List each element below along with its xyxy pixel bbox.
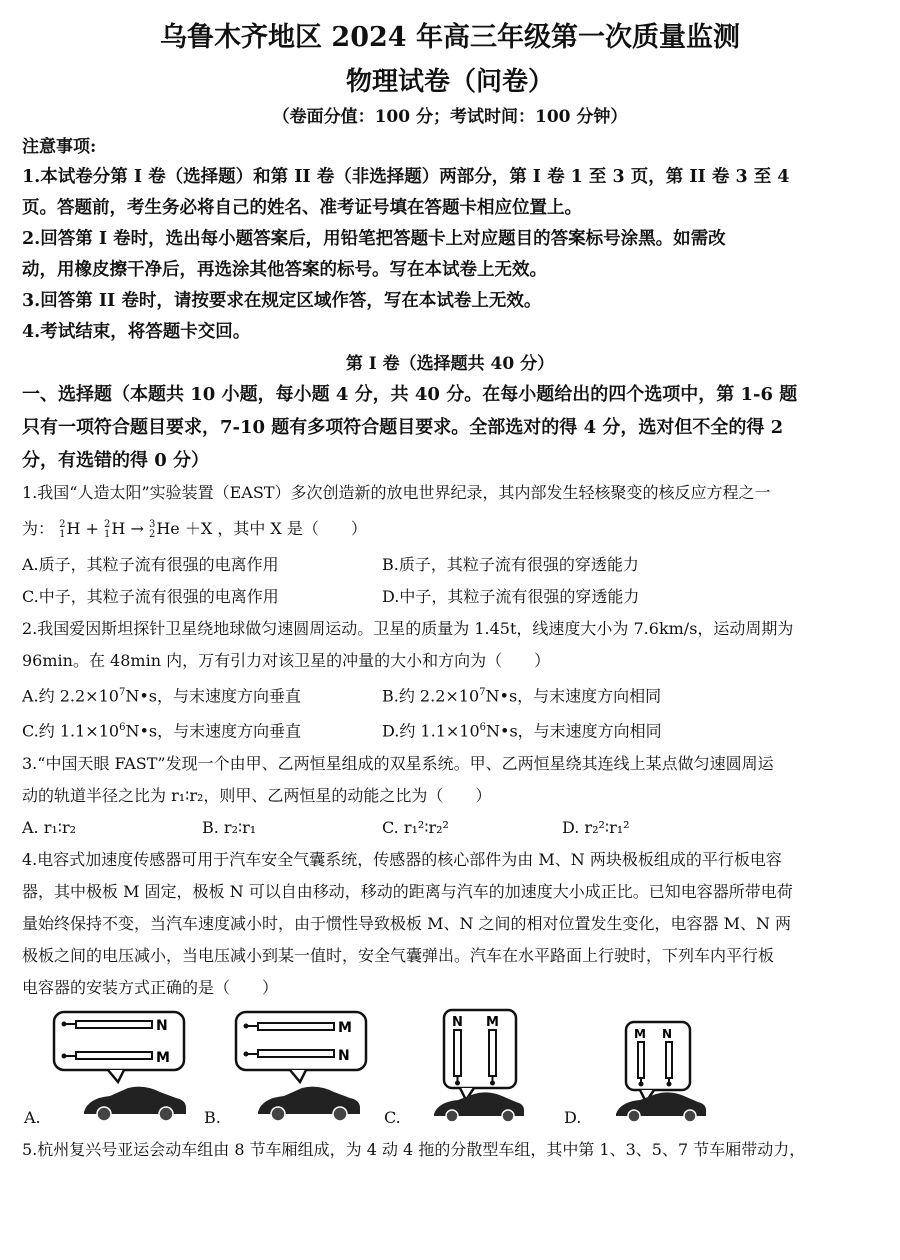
q1-option-c[interactable]: C.中子，其粒子流有很强的电离作用 xyxy=(22,587,279,606)
q4-figure-a xyxy=(48,1008,198,1128)
q4-figure-d xyxy=(598,1008,728,1128)
q2-b-pre: B.约 2.2×10 xyxy=(382,686,480,706)
q4-figure-c xyxy=(418,1008,548,1128)
notice-line: 2.回答第 I 卷时，选出每小题答案后，用铅笔把答题卡上对应题目的答案标号涂黑。如需改 xyxy=(22,229,726,249)
exam-title: 乌鲁木齐地区 2024 年高三年级第一次质量监测 xyxy=(160,22,740,53)
notice-line: 动，用橡皮擦干净后，再选涂其他答案的标号。写在本试卷上无效。 xyxy=(22,260,547,280)
iso-1-mass: 2 xyxy=(59,518,66,530)
q2-b-exp: 7 xyxy=(479,687,486,698)
q3-options-row xyxy=(22,812,878,844)
q1-options-row xyxy=(22,549,878,581)
q2-d-exp: 6 xyxy=(479,722,487,734)
eq-tail: ＋X xyxy=(184,519,213,538)
iso-3-charge: 2 xyxy=(148,528,156,540)
section-intro-line: 只有一项符合题目要求，7-10 题有多项符合题目要求。全部选对的得 4 分，选对但不全的得 2 xyxy=(22,417,784,438)
q3-option-d[interactable]: D. r₂²∶r₁² xyxy=(562,817,630,837)
question-4-line: 4.电容式加速度传感器可用于汽车安全气囊系统，传感器的核心部件为由 M、N 两块极板组成的平行板电容 xyxy=(22,849,782,869)
q1-suffix: ，其中 X 是（ ） xyxy=(217,519,367,538)
q4-fig-d-right-plate: N xyxy=(662,1026,673,1041)
q2-option-b[interactable] xyxy=(382,677,742,712)
q2-a-pre: A.约 2.2×10 xyxy=(22,686,119,706)
iso-2 xyxy=(104,520,110,540)
q1-option-a[interactable]: A.质子，其粒子流有很强的电离作用 xyxy=(22,555,279,574)
notice-line: 4.考试结束，将答题卡交回。 xyxy=(22,322,251,342)
q2-a-exp: 7 xyxy=(118,687,126,698)
q4-fig-a-label[interactable]: A. xyxy=(24,1107,41,1127)
q2-d-pre: D.约 1.1×10 xyxy=(382,721,480,741)
exam-subtitle: 物理试卷（问卷） xyxy=(345,67,554,97)
q2-d-post: N•s，与末速度方向相同 xyxy=(486,721,662,741)
eq-arrow: → xyxy=(130,519,144,538)
question-1-line2 xyxy=(22,509,878,549)
question-1-line1: 1.我国“人造太阳”实验装置（EAST）多次创造新的放电世界纪录，其内部发生轻核聚变的核反应方程之一 xyxy=(22,483,771,502)
question-3-line2: 动的轨道半径之比为 r₁∶r₂，则甲、乙两恒星的动能之比为（ ） xyxy=(22,785,492,805)
question-4-line: 电容器的安装方式正确的是（ ） xyxy=(22,977,279,997)
q4-fig-c-label[interactable]: C. xyxy=(384,1107,401,1127)
q3-option-b[interactable]: B. r₂∶r₁ xyxy=(202,817,257,837)
q1-options-row xyxy=(22,581,878,613)
iso-2-charge: 1 xyxy=(104,528,111,540)
eq-plus: + xyxy=(85,519,99,538)
q2-c-exp: 6 xyxy=(119,722,126,734)
notice-line: 页。答题前，考生务必将自己的姓名、准考证号填在答题卡相应位置上。 xyxy=(22,198,582,218)
section-heading: 第 I 卷（选择题共 40 分） xyxy=(345,354,555,374)
iso-1 xyxy=(59,520,65,540)
question-2-line2: 96min。在 48min 内，万有引力对该卫星的冲量的大小和方向为（ ） xyxy=(22,651,551,670)
q4-fig-b-top-plate: M xyxy=(338,1019,352,1036)
notice-heading: 注意事项: xyxy=(22,137,97,157)
q4-fig-b-bottom-plate: N xyxy=(338,1047,350,1064)
q4-fig-c-right-plate: M xyxy=(486,1014,499,1030)
iso-3-symbol: He xyxy=(156,519,180,538)
q2-option-d[interactable] xyxy=(382,712,742,747)
iso-3 xyxy=(149,520,155,540)
iso-1-charge: 1 xyxy=(59,528,66,540)
score-info: （卷面分值：100 分；考试时间：100 分钟） xyxy=(272,107,628,127)
q4-fig-a-top-plate: N xyxy=(156,1017,168,1034)
iso-2-mass: 2 xyxy=(104,518,111,530)
q1-prefix: 为： xyxy=(22,519,55,538)
q1-option-b[interactable]: B.质子，其粒子流有很强的穿透能力 xyxy=(382,555,639,574)
notice-line: 1.本试卷分第 I 卷（选择题）和第 II 卷（非选择题）两部分，第 I 卷 1 至 3 页，第 II 卷 3 至 4 xyxy=(22,167,790,187)
iso-3-mass: 3 xyxy=(148,518,156,530)
question-4-line: 量始终保持不变，当汽车速度减小时，由于惯性导致极板 M、N 之间的相对位置发生变化，电容器 M、N 两 xyxy=(22,913,792,933)
q2-a-post: N•s，与末速度方向垂直 xyxy=(125,686,301,706)
q3-option-a[interactable]: A. r₁∶r₂ xyxy=(22,817,77,837)
section-intro-line: 一、选择题（本题共 10 小题，每小题 4 分，共 40 分。在每小题给出的四个选项中，第 1-6 题 xyxy=(22,384,798,405)
q2-c-pre: C.约 1.1×10 xyxy=(22,721,120,741)
section-intro-line: 分，有选错的得 0 分） xyxy=(22,450,210,471)
q4-figure-b xyxy=(230,1008,380,1128)
nuclear-equation xyxy=(59,519,217,538)
q1-option-d[interactable]: D.中子，其粒子流有很强的穿透能力 xyxy=(382,587,640,606)
question-3-line1: 3.“中国天眼 FAST”发现一个由甲、乙两恒星组成的双星系统。甲、乙两恒星绕其连线上某点做匀速圆周运 xyxy=(22,753,774,773)
q4-fig-d-left-plate: M xyxy=(634,1026,646,1041)
q2-c-post: N•s，与末速度方向垂直 xyxy=(125,721,302,741)
q2-option-a[interactable] xyxy=(22,677,382,712)
q4-figure-row xyxy=(22,1008,878,1134)
question-2-line1: 2.我国爱因斯坦探针卫星绕地球做匀速圆周运动。卫星的质量为 1.45t，线速度大小为 7.6km/s，运动周期为 xyxy=(22,619,794,638)
q2-option-c[interactable] xyxy=(22,712,382,747)
q3-option-c[interactable]: C. r₁²∶r₂² xyxy=(382,817,449,837)
question-4-line: 器，其中极板 M 固定，极板 N 可以自由移动，移动的距离与汽车的加速度大小成正比。已知电容器所带电荷 xyxy=(22,881,793,901)
question-5-line1: 5.杭州复兴号亚运会动车组由 8 节车厢组成，为 4 动 4 拖的分散型车组，其中第 1、3、5、7 节车厢带动力， xyxy=(22,1139,806,1159)
q2-b-post: N•s，与末速度方向相同 xyxy=(485,686,662,706)
q4-fig-c-left-plate: N xyxy=(452,1014,463,1030)
q4-fig-d-label[interactable]: D. xyxy=(564,1107,582,1127)
question-4-line: 极板之间的电压减小，当电压减小到某一值时，安全气囊弹出。汽车在水平路面上行驶时，下列车内平行板 xyxy=(22,945,775,965)
notice-line: 3.回答第 II 卷时，请按要求在规定区域作答，写在本试卷上无效。 xyxy=(22,291,542,311)
iso-2-symbol: H xyxy=(111,519,126,538)
q2-options-row xyxy=(22,677,878,712)
q2-options-row xyxy=(22,712,878,747)
q4-fig-a-bottom-plate: M xyxy=(156,1049,170,1066)
q4-fig-b-label[interactable]: B. xyxy=(204,1107,221,1127)
iso-1-symbol: H xyxy=(66,519,81,538)
